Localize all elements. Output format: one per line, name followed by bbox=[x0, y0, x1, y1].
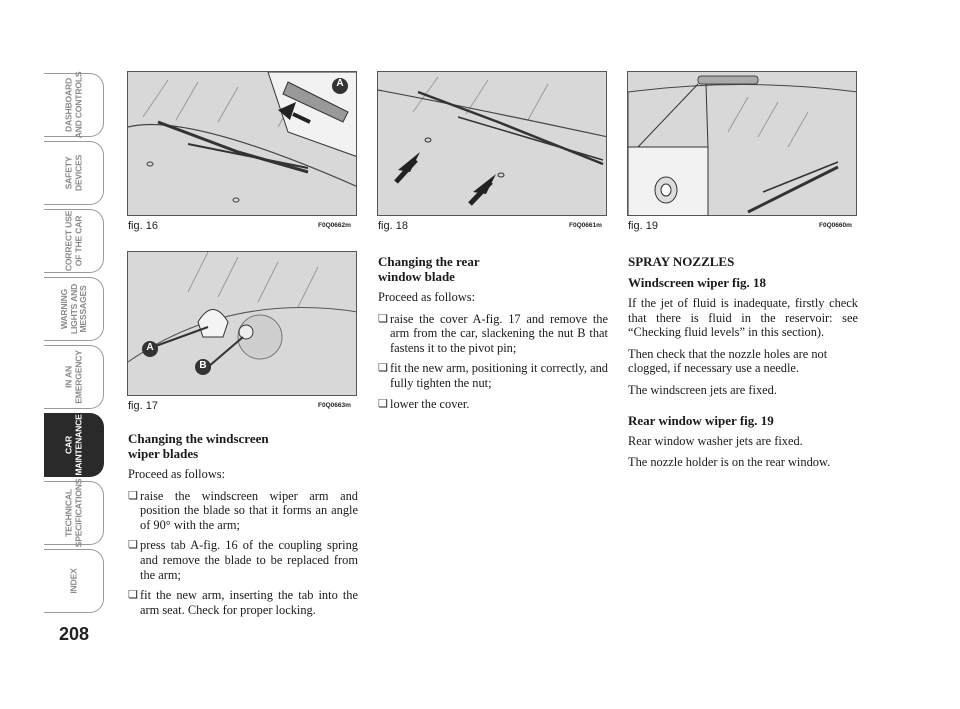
figure-18-code: F0Q0661m bbox=[569, 222, 602, 229]
heading-spray-nozzles: SPRAY NOZZLES bbox=[628, 254, 735, 269]
intro-text: Proceed as follows: bbox=[378, 290, 476, 304]
tab-in-an-emergency[interactable]: IN AN EMERGENCY bbox=[44, 345, 104, 409]
figure-17-caption: fig. 17 bbox=[128, 400, 158, 412]
subheading-rear-window-wiper: Rear window wiper fig. 19 bbox=[628, 412, 774, 428]
figure-16-caption: fig. 16 bbox=[128, 220, 158, 232]
heading-rear-blade: Changing the rear window blade bbox=[378, 254, 480, 284]
list-item: ❏ raise the windscreen wiper arm and position the blade so that it forms an angle of 90° with the arm; bbox=[128, 489, 358, 533]
subheading-windscreen-wiper: Windscreen wiper fig. 18 bbox=[628, 275, 766, 290]
tab-safety-devices[interactable]: SAFETY DEVICES bbox=[44, 141, 104, 205]
callout-b: B bbox=[199, 360, 207, 371]
figure-18-image bbox=[377, 71, 607, 216]
steps-list bbox=[128, 489, 358, 618]
list-item: ❏ fit the new arm, positioning it correctly, and fully tighten the nut; bbox=[378, 361, 608, 390]
section-windscreen-blades bbox=[128, 431, 358, 623]
heading-windscreen-blades: Changing the windscreen wiper blades bbox=[128, 431, 269, 461]
steps-list bbox=[378, 312, 608, 412]
intro-text: Proceed as follows: bbox=[128, 467, 226, 481]
figure-17-code: F0Q0663m bbox=[318, 402, 351, 409]
callout-a: A bbox=[336, 78, 344, 89]
figure-19-caption: fig. 19 bbox=[628, 220, 658, 232]
paragraph: The nozzle holder is on the rear window. bbox=[628, 455, 831, 470]
figure-19-code: F0Q0660m bbox=[819, 222, 852, 229]
figure-19-image bbox=[627, 71, 857, 216]
paragraph: If the jet of fluid is inadequate, firstly check that there is fluid in the reservoir: see “Checking fluid levels” in this section). bbox=[628, 296, 858, 340]
figure-16-code: F0Q0662m bbox=[318, 222, 351, 229]
tab-car-maintenance[interactable]: CAR MAINTENANCE bbox=[44, 413, 104, 477]
section-rear-blade bbox=[378, 254, 608, 417]
list-item: ❏ lower the cover. bbox=[378, 397, 608, 412]
paragraph: Rear window washer jets are fixed. bbox=[628, 433, 803, 448]
tab-dashboard-and-controls[interactable]: DASHBOARD AND CONTROLS bbox=[44, 73, 104, 137]
tab-correct-use[interactable]: CORRECT USE OF THE CAR bbox=[44, 209, 104, 273]
tab-index[interactable]: INDEX bbox=[44, 549, 104, 613]
tab-warning-lights[interactable]: WARNING LIGHTS AND MESSAGES bbox=[44, 277, 104, 341]
callout-a: A bbox=[146, 342, 154, 353]
section-spray-nozzles bbox=[628, 254, 858, 477]
figure-18-caption: fig. 18 bbox=[378, 220, 408, 232]
list-item: ❏ raise the cover A-fig. 17 and remove the arm from the car, slackening the nut B that fastens it to the pivot pin; bbox=[378, 312, 608, 356]
list-item: ❏ fit the new arm, inserting the tab into the arm seat. Check for proper locking. bbox=[128, 588, 358, 617]
list-item: ❏ press tab A-fig. 16 of the coupling spring and remove the blade to be replaced from the arm; bbox=[128, 538, 358, 582]
page-number: 208 bbox=[58, 624, 90, 644]
figure-16-image bbox=[127, 71, 357, 216]
paragraph: The windscreen jets are fixed. bbox=[628, 382, 777, 397]
paragraph: Then check that the nozzle holes are not clogged, if necessary use a needle. bbox=[628, 346, 828, 376]
tab-technical-specifications[interactable]: TECHNICAL SPECIFICATIONS bbox=[44, 481, 104, 545]
figure-17-image bbox=[127, 251, 357, 396]
